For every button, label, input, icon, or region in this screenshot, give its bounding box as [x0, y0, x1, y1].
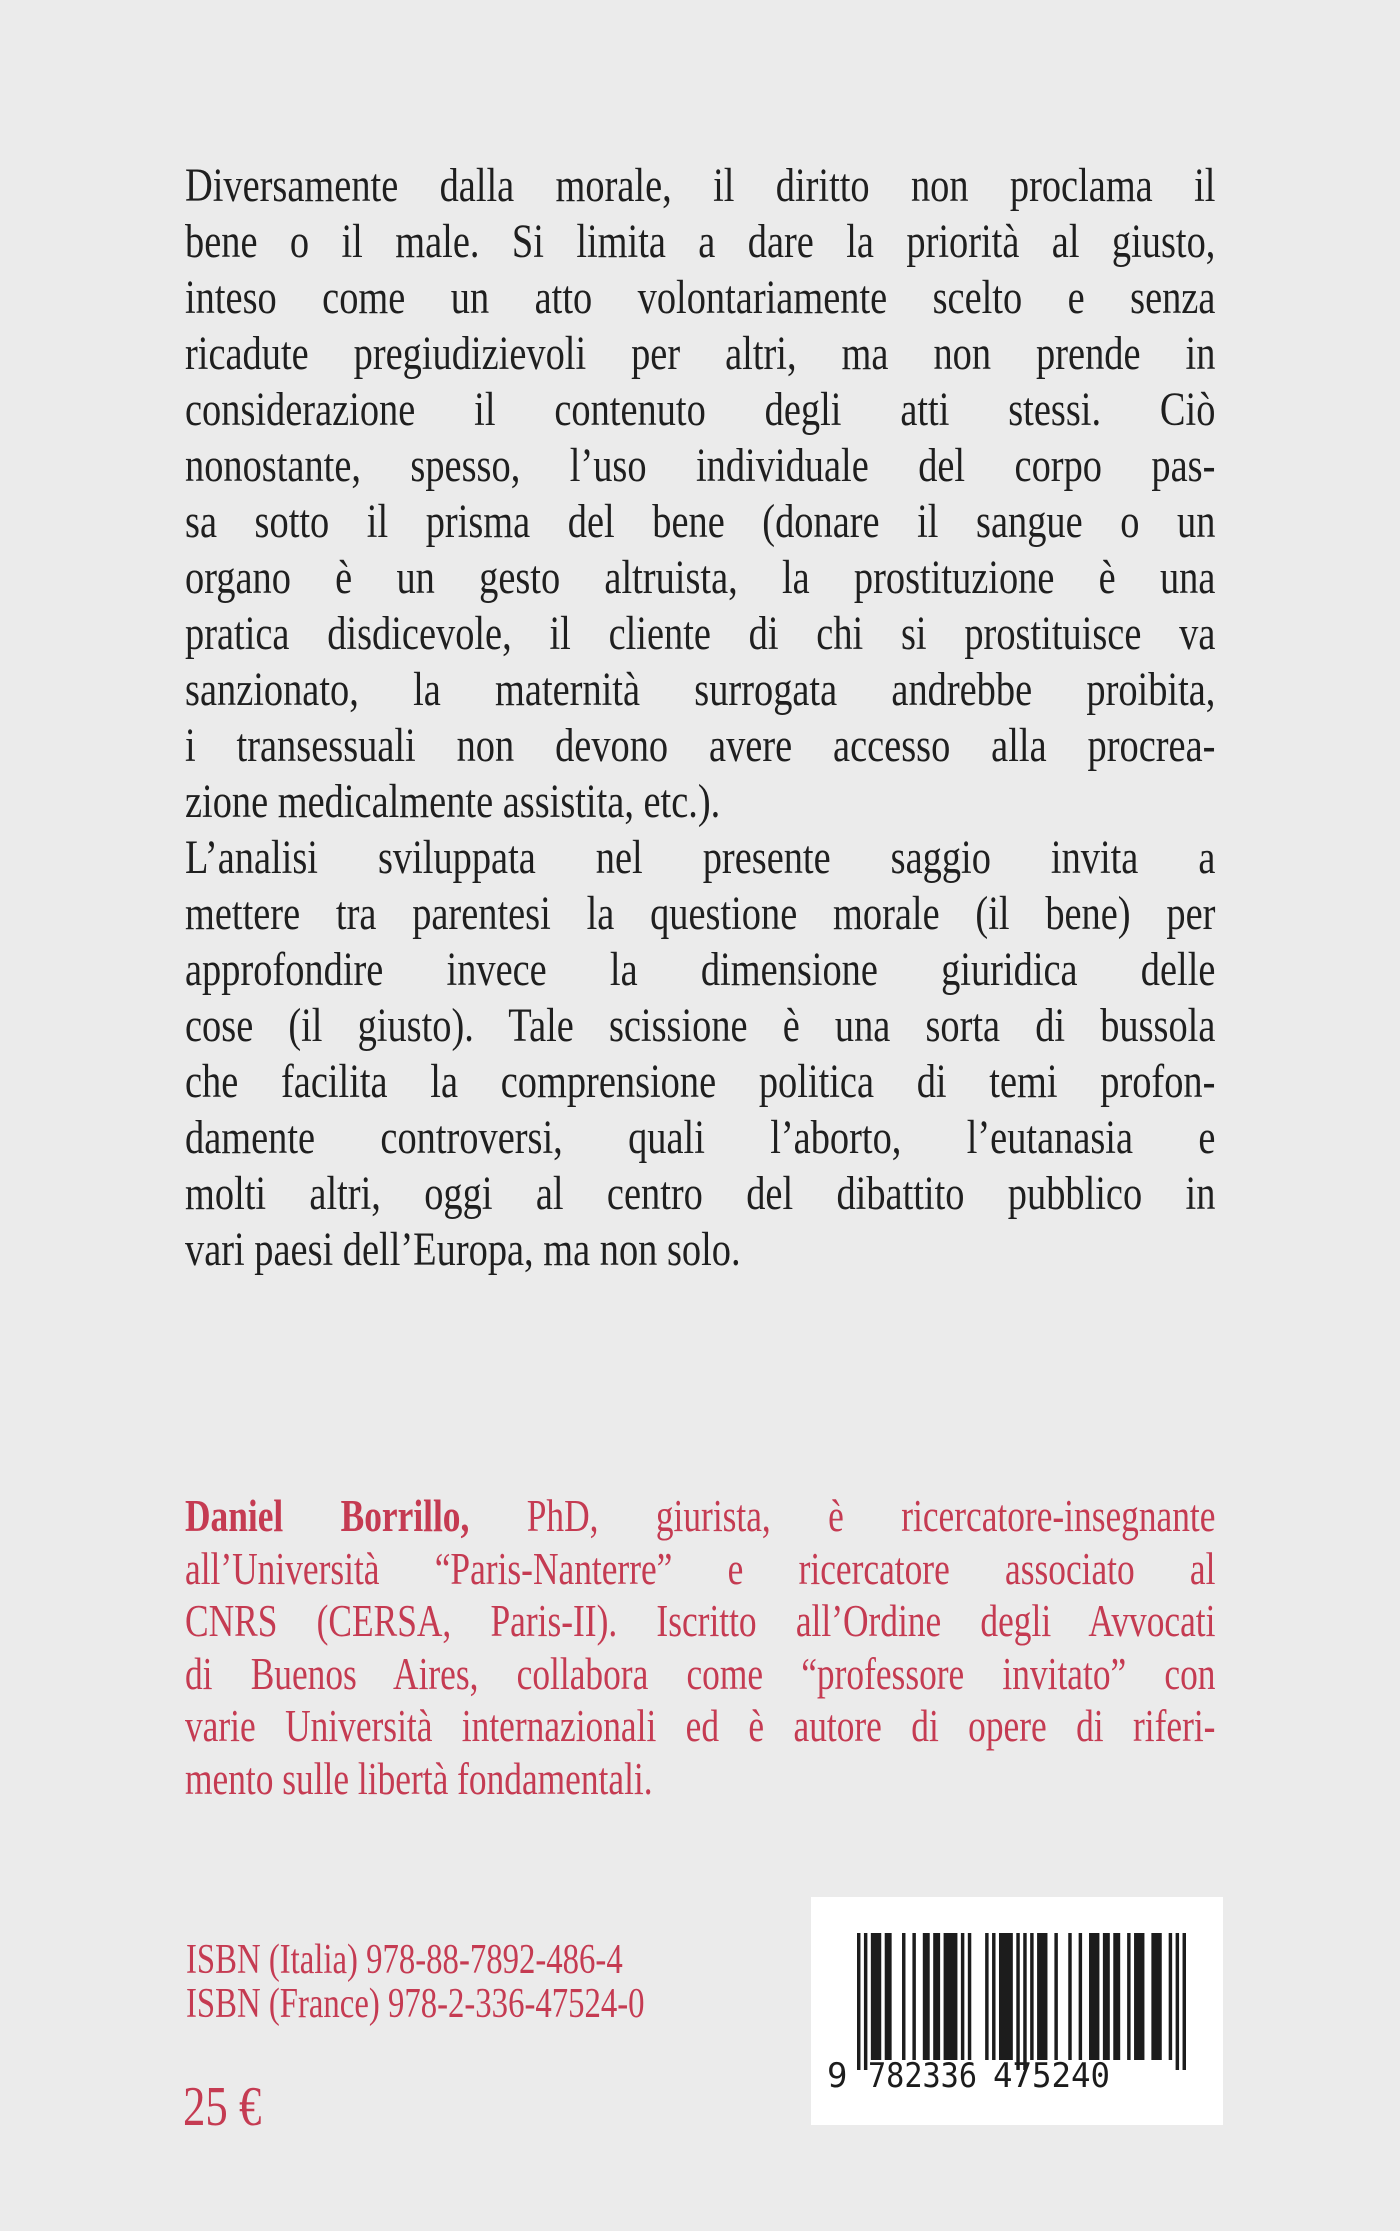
- synopsis-line: zione medicalmente assistita, etc.).: [185, 775, 721, 828]
- synopsis-line: nonostante, spesso, l’uso individuale del corpo pas-: [185, 439, 1216, 492]
- price: 25 €: [183, 2076, 262, 2138]
- synopsis-line: sanzionato, la maternità surrogata andrebbe proibita,: [185, 663, 1216, 716]
- bio-line-text: PhD, giurista, è ricercatore-insegnante: [526, 1490, 1216, 1541]
- synopsis-line: damente controversi, quali l’aborto, l’eutanasia e: [185, 1111, 1216, 1164]
- bio-line: mento sulle libertà fondamentali.: [185, 1752, 653, 1804]
- synopsis-line: considerazione il contenuto degli atti stessi. Ciò: [185, 383, 1216, 436]
- barcode-svg: [811, 1897, 1223, 2125]
- synopsis-line: sa sotto il prisma del bene (donare il sangue o un: [185, 495, 1216, 548]
- synopsis-line: molti altri, oggi al centro del dibattito pubblico in: [185, 1167, 1216, 1220]
- bio-line: CNRS (CERSA, Paris-II). Iscritto all’Ordine degli Avvocati: [185, 1595, 1216, 1646]
- bio-line: di Buenos Aires, collabora come “professore invitato” con: [185, 1647, 1216, 1699]
- isbn-block: [186, 1938, 645, 2026]
- synopsis-line: Diversamente dalla morale, il diritto non proclama il: [185, 159, 1216, 212]
- author-bio: [185, 1490, 1215, 1805]
- synopsis-line: bene o il male. Si limita a dare la priorità al giusto,: [185, 215, 1216, 268]
- isbn-france: ISBN (France) 978-2-336-47524-0: [186, 1981, 645, 2027]
- synopsis-line: i transessuali non devono avere accesso alla procrea-: [185, 719, 1216, 772]
- bio-line: [185, 1490, 1215, 1543]
- synopsis-line: inteso come un atto volontariamente scelto e senza: [185, 271, 1216, 324]
- synopsis-line: pratica disdicevole, il cliente di chi si prostituisce va: [185, 607, 1216, 660]
- bio-line: all’Università “Paris-Nanterre” e ricercatore associato al: [185, 1542, 1216, 1594]
- synopsis-line: approfondire invece la dimensione giuridica delle: [185, 943, 1216, 996]
- synopsis-line: organo è un gesto altruista, la prostituzione è una: [185, 551, 1216, 604]
- synopsis-line: che facilita la comprensione politica di temi profon-: [185, 1055, 1216, 1108]
- bio-line: varie Università internazionali ed è autore di opere di riferi-: [185, 1700, 1216, 1751]
- svg-text:475240: 475240: [993, 2056, 1110, 2096]
- synopsis-line: L’analisi sviluppata nel presente saggio invita a: [185, 831, 1216, 884]
- synopsis-line: vari paesi dell’Europa, ma non solo.: [185, 1223, 741, 1276]
- svg-text:782336: 782336: [868, 2056, 977, 2096]
- barcode: [811, 1897, 1223, 2125]
- synopsis-line: ricadute pregiudizievoli per altri, ma non prende in: [185, 327, 1216, 380]
- svg-text:9: 9: [827, 2056, 848, 2096]
- synopsis-line: cose (il giusto). Tale scissione è una sorta di bussola: [185, 999, 1216, 1052]
- isbn-italia: ISBN (Italia) 978-88-7892-486-4: [186, 1937, 623, 1983]
- synopsis: [185, 158, 1215, 1278]
- synopsis-line: mettere tra parentesi la questione morale (il bene) per: [185, 887, 1216, 940]
- author-name: Daniel Borrillo,: [185, 1490, 470, 1541]
